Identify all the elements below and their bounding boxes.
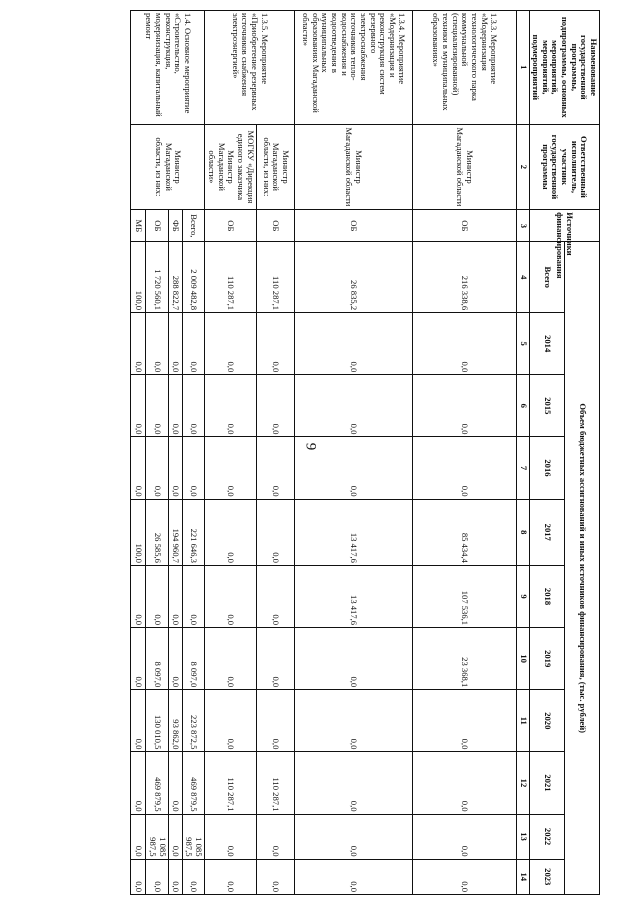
value-cell: 0,0 <box>131 437 146 499</box>
value-cell: 0,0 <box>257 814 295 859</box>
value-cell: 0,0 <box>131 313 146 375</box>
table-row <box>205 11 257 895</box>
value-cell: 0,0 <box>168 752 182 814</box>
value-cell: 93 862,0 <box>168 690 182 752</box>
header-year: 2014 <box>529 313 564 375</box>
value-cell: 0,0 <box>182 859 204 894</box>
value-cell: 0,0 <box>205 628 257 690</box>
value-cell: 0,0 <box>413 437 517 499</box>
row-name: 1.3.4. Мероприятие «Модернизация и реконструкция систем резервного электроснабжения источников тепло-водоснабжения и водоотведения в муниципальных образованиях Магаданской области» <box>295 11 413 125</box>
value-cell: 0,0 <box>257 313 295 375</box>
value-cell: 0,0 <box>168 814 182 859</box>
row-source: МБ <box>131 210 146 242</box>
value-cell: 0,0 <box>257 565 295 627</box>
value-cell: 2 009 482,8 <box>182 242 204 313</box>
value-cell: 221 646,3 <box>182 499 204 565</box>
value-cell: 0,0 <box>295 628 413 690</box>
value-cell: 13 417,6 <box>295 565 413 627</box>
header-source: Источники финансирования <box>529 210 599 242</box>
value-cell: 0,0 <box>168 437 182 499</box>
value-cell: 0,0 <box>413 375 517 437</box>
value-cell: 0,0 <box>295 375 413 437</box>
row-executor: Министр Магаданской области <box>295 124 413 210</box>
header-executor: Ответственный исполнитель, участник государственной программы <box>529 124 599 210</box>
value-cell: 0,0 <box>205 859 257 894</box>
value-cell: 0,0 <box>295 814 413 859</box>
value-cell: 0,0 <box>295 752 413 814</box>
value-cell: 0,0 <box>413 313 517 375</box>
column-number: 11 <box>517 690 530 752</box>
table-row <box>182 11 204 895</box>
row-source: ОБ <box>295 210 413 242</box>
header-year: 2023 <box>529 859 564 894</box>
column-number: 7 <box>517 437 530 499</box>
value-cell: 469 879,5 <box>182 752 204 814</box>
value-cell: 0,0 <box>182 375 204 437</box>
column-number: 5 <box>517 313 530 375</box>
header-year: 2016 <box>529 437 564 499</box>
column-number: 13 <box>517 814 530 859</box>
value-cell: 0,0 <box>146 313 168 375</box>
value-cell: 26 585,6 <box>146 499 168 565</box>
column-number: 4 <box>517 242 530 313</box>
value-cell: 0,0 <box>205 375 257 437</box>
column-number: 2 <box>517 124 530 210</box>
value-cell: 0,0 <box>257 859 295 894</box>
value-cell: 0,0 <box>295 437 413 499</box>
value-cell: 110 287,1 <box>205 242 257 313</box>
header-volume: Объем бюджетных ассигнований и иных источников финансирования, (тыс. рублей) <box>564 242 599 895</box>
value-cell: 13 417,6 <box>295 499 413 565</box>
value-cell: 0,0 <box>205 690 257 752</box>
row-source: ОБ <box>413 210 517 242</box>
value-cell: 100,0 <box>131 242 146 313</box>
column-number: 9 <box>517 565 530 627</box>
value-cell: 0,0 <box>257 375 295 437</box>
page-number: 9 <box>302 442 319 451</box>
value-cell: 0,0 <box>205 814 257 859</box>
value-cell: 0,0 <box>168 565 182 627</box>
value-cell: 0,0 <box>146 375 168 437</box>
value-cell: 0,0 <box>257 690 295 752</box>
value-cell: 469 879,5 <box>146 752 168 814</box>
row-source: Всего, <box>182 210 204 242</box>
value-cell: 0,0 <box>168 628 182 690</box>
value-cell: 0,0 <box>131 752 146 814</box>
header-total: Всего <box>529 242 564 313</box>
column-number: 1 <box>517 11 530 125</box>
value-cell: 0,0 <box>146 437 168 499</box>
value-cell: 0,0 <box>205 499 257 565</box>
value-cell: 8 097,0 <box>146 628 168 690</box>
value-cell: 0,0 <box>257 628 295 690</box>
value-cell: 0,0 <box>168 375 182 437</box>
value-cell: 0,0 <box>146 565 168 627</box>
value-cell: 288 822,7 <box>168 242 182 313</box>
table-row <box>257 11 295 895</box>
header-year: 2021 <box>529 752 564 814</box>
value-cell: 0,0 <box>182 565 204 627</box>
value-cell: 1 085 987,5 <box>182 814 204 859</box>
value-cell: 0,0 <box>146 859 168 894</box>
value-cell: 0,0 <box>131 375 146 437</box>
value-cell: 0,0 <box>413 814 517 859</box>
value-cell: 0,0 <box>168 313 182 375</box>
value-cell: 0,0 <box>413 859 517 894</box>
row-name: 1.4. Основное мероприятие «Строительство, реконструкция, модернизация, капитальный ремонт <box>131 11 205 125</box>
value-cell: 216 338,6 <box>413 242 517 313</box>
column-number: 8 <box>517 499 530 565</box>
row-source: ОБ <box>146 210 168 242</box>
column-number: 6 <box>517 375 530 437</box>
row-executor: МОГКУ «Дирекция единого заказчика Министр Магаданской области» <box>205 124 257 210</box>
value-cell: 0,0 <box>205 565 257 627</box>
value-cell: 0,0 <box>257 499 295 565</box>
header-name: Наименование государственной программы, подпрограммы, основных мероприятий, мероприятий, подмероприятий <box>529 11 599 125</box>
header-year: 2017 <box>529 499 564 565</box>
value-cell: 0,0 <box>413 752 517 814</box>
value-cell: 0,0 <box>295 690 413 752</box>
value-cell: 0,0 <box>168 859 182 894</box>
value-cell: 0,0 <box>131 814 146 859</box>
column-number: 12 <box>517 752 530 814</box>
value-cell: 110 287,1 <box>205 752 257 814</box>
value-cell: 110 287,1 <box>257 242 295 313</box>
row-source: ФБ <box>168 210 182 242</box>
budget-table-container <box>44 10 600 895</box>
column-number: 10 <box>517 628 530 690</box>
row-executor: Министр Магаданской области <box>413 124 517 210</box>
row-executor: Министр Магаданской области, из них: <box>131 124 205 210</box>
value-cell: 194 960,7 <box>168 499 182 565</box>
value-cell: 26 835,2 <box>295 242 413 313</box>
value-cell: 0,0 <box>131 565 146 627</box>
value-cell: 0,0 <box>413 690 517 752</box>
value-cell: 8 097,0 <box>182 628 204 690</box>
rotated-page <box>44 10 600 895</box>
value-cell: 1 720 560,1 <box>146 242 168 313</box>
value-cell: 130 010,5 <box>146 690 168 752</box>
value-cell: 100,0 <box>131 499 146 565</box>
value-cell: 0,0 <box>131 859 146 894</box>
row-name: 1.3.3. Мероприятие «Модернизация технологического парка коммунальной (специализированной) техники в муниципальных образованиях» <box>413 11 517 125</box>
header-year: 2020 <box>529 690 564 752</box>
value-cell: 0,0 <box>182 313 204 375</box>
header-year: 2022 <box>529 814 564 859</box>
budget-table <box>131 10 601 895</box>
column-number: 14 <box>517 859 530 894</box>
value-cell: 0,0 <box>182 437 204 499</box>
header-year: 2019 <box>529 628 564 690</box>
table-row <box>295 11 413 895</box>
value-cell: 1 085 987,5 <box>146 814 168 859</box>
value-cell: 0,0 <box>205 437 257 499</box>
row-source: ОБ <box>257 210 295 242</box>
header-year: 2015 <box>529 375 564 437</box>
value-cell: 0,0 <box>295 313 413 375</box>
value-cell: 23 368,1 <box>413 628 517 690</box>
value-cell: 223 872,5 <box>182 690 204 752</box>
value-cell: 0,0 <box>295 859 413 894</box>
value-cell: 110 287,1 <box>257 752 295 814</box>
column-number: 3 <box>517 210 530 242</box>
row-name: 1.3.5. Мероприятие «Приобретение резервных источников снабжения электроэнергией» <box>205 11 295 125</box>
value-cell: 0,0 <box>257 437 295 499</box>
value-cell: 85 434,4 <box>413 499 517 565</box>
value-cell: 107 536,1 <box>413 565 517 627</box>
header-year: 2018 <box>529 565 564 627</box>
value-cell: 0,0 <box>131 690 146 752</box>
table-row <box>413 11 517 895</box>
row-source: ОБ <box>205 210 257 242</box>
value-cell: 0,0 <box>131 628 146 690</box>
value-cell: 0,0 <box>205 313 257 375</box>
row-executor: Министр Магаданской области, из них: <box>257 124 295 210</box>
